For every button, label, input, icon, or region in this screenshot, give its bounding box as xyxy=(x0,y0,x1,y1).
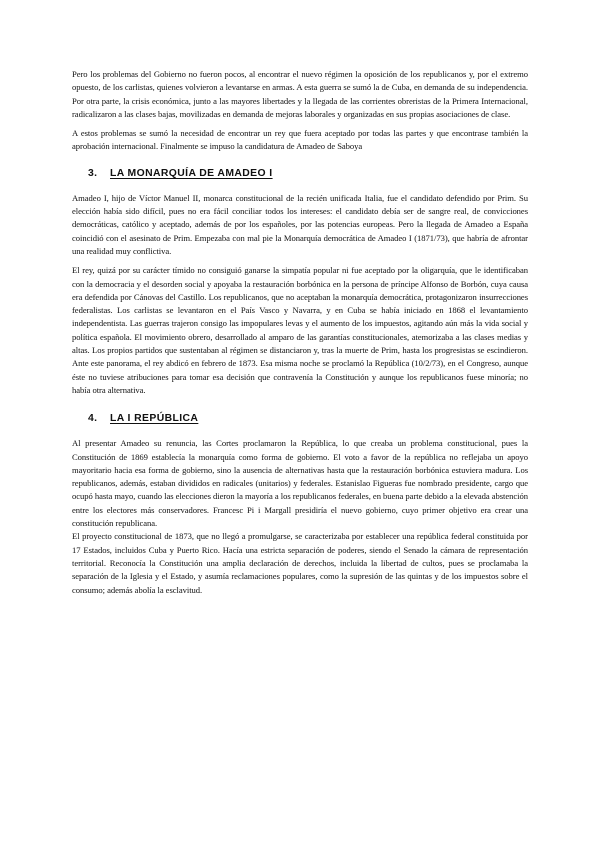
section-4-title: LA I REPÚBLICA xyxy=(110,413,199,425)
section-4-heading xyxy=(72,413,528,424)
document-page xyxy=(72,68,528,597)
section-3-paragraph-2: El rey, quizá por su carácter tímido no consiguió ganarse la simpatía popular ni fue aceptado por la oligarquía, que le identificaban con la democracia y el desorden social y apoyaba la restauración borbónica en la persona de príncipe Alfonso de Borbón, cuya causa era defendida por Cánovas del Castillo. Los republicanos, que no aceptaban la monarquía democrática, protagonizaron insurrecciones federalistas. Los carlistas se levantaron en el País Vasco y Navarra, y en Cuba se había iniciado en 1868 el levantamiento independentista. Las guerras trajeron consigo las impopulares levas y el aumento de los impuestos, agitando aún más la vida social y política española. El movimiento obrero, desarrollado al amparo de las garantías constitucionales, atemorizaba a las clases medias y altas. Los propios partidos que sustentaban al régimen se distanciaron y, tras la muerte de Prim, hasta los progresistas se escindieron. Ante este panorama, el rey abdicó en febrero de 1873. Esa misma noche se proclamó la República (10/2/73), en el Congreso, aunque éste no tuviese atribuciones para tomar esa decisión que contravenía la Constitución y aunque los republicanos fuese minoría; no había otra alternativa. xyxy=(72,265,528,395)
section-3-number: 3. xyxy=(88,167,98,179)
intro-paragraph-1: Pero los problemas del Gobierno no fueron pocos, al encontrar el nuevo régimen la oposición de los republicanos y, por el extremo opuesto, de los carlistas, quienes volvieron a levantarse en armas. A esta guerra se sumó la de Cuba, en demanda de su independencia. Por otra parte, la crisis económica, junto a las mayores libertades y la llegada de las corrientes obreristas de la Primera Internacional, radicalizaron a las clases bajas, movilizadas en demanda de mejoras laborales y organizadas en sus propias asociaciones de clase. xyxy=(72,69,528,119)
section-4-paragraph-1: Al presentar Amadeo su renuncia, las Cortes proclamaron la República, lo que creaba un problema constitucional, pues la Constitución de 1869 establecía la monarquía como forma de gobierno. El voto a favor de la república no reflejaba un apoyo mayoritario hacia esa forma de gobierno, sino la ausencia de alternativas hasta que la restauración borbónica estuviera madura. Los republicanos, además, estaban divididos en radicales (unitarios) y federales. Estanislao Figueras fue nombrado presidente, cargo que ocupó hasta mayo, cuando las elecciones dieron la mayoría a los republicanos federales, en buena parte debido a la elevada abstención entre los electores más conservadores. Francesc Pi i Margall presidiría el nuevo gobierno, cuyo primer objetivo era crear una constitución republicana. xyxy=(72,438,528,529)
section-4-paragraph-2: El proyecto constitucional de 1873, que no llegó a promulgarse, se caracterizaba por establecer una república federal constituida por 17 Estados, incluidos Cuba y Puerto Rico. Hacía una estricta separación de poderes, siendo el Senado la cámara de representación territorial. Reconocía la Constitución una amplia declaración de derechos, incluida la libertad de cultos, pues se proclamaba la separación de la Iglesia y el Estado, y asumía reclamaciones populares, como la supresión de las quintas y de los impuestos sobre el consumo; además abolía la esclavitud. xyxy=(72,531,528,595)
section-3-title: LA MONARQUÍA DE AMADEO I xyxy=(110,167,273,179)
section-4-number: 4. xyxy=(88,413,98,425)
section-3-paragraph-1: Amadeo I, hijo de Víctor Manuel II, monarca constitucional de la recién unificada Italia, fue el candidato defendido por Prim. Su elección había sido difícil, pues no era fácil conciliar todos los intereses: el candidato debía ser de sangre real, de convicciones democráticas, católico y aceptado, además de por los españoles, por las potencias europeas. Pero la llegada de Amadeo a España coincidió con el asesinato de Prim. Empezaba con mal pie la Monarquía democrática de Amadeo I (1871/73), que habría de afrontar una realidad muy conflictiva. xyxy=(72,192,528,256)
section-3-heading xyxy=(72,168,528,179)
intro-paragraph-2: A estos problemas se sumó la necesidad de encontrar un rey que fuera aceptado por todas las partes y que encontrase también la aprobación internacional. Finalmente se impuso la candidatura de Amadeo de Saboya xyxy=(72,128,528,152)
